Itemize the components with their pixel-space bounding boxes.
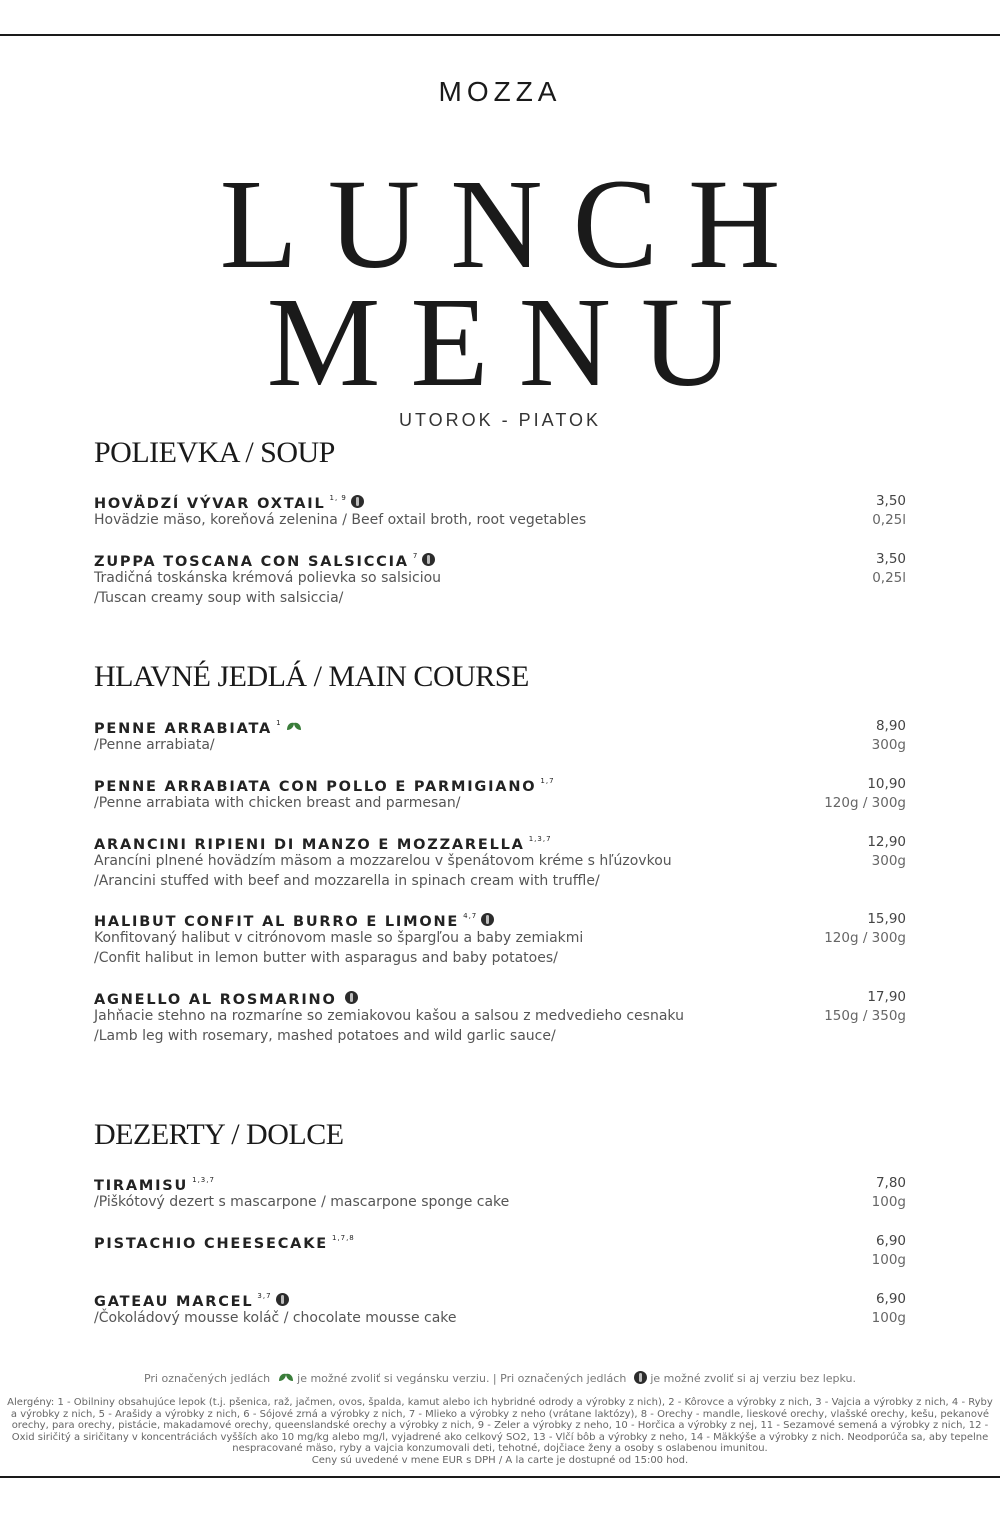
- allergen-codes: 4,7: [463, 912, 478, 920]
- item-amount: 0,25l: [872, 512, 906, 528]
- item-description: /Penne arrabiata/: [94, 737, 215, 753]
- gluten-free-icon: [422, 553, 435, 566]
- item-description: /Čokoládový mousse koláč / chocolate mousse cake: [94, 1310, 457, 1326]
- item-amount: 150g / 350g: [824, 1008, 906, 1024]
- allergen-codes: 1,7,8: [331, 1234, 355, 1242]
- section-title-dessert: DEZERTY / DOLCE: [94, 1118, 344, 1151]
- item-amount: 300g: [871, 737, 906, 753]
- item-amount: 120g / 300g: [824, 930, 906, 946]
- section-title-main: HLAVNÉ JEDLÁ / MAIN COURSE: [94, 660, 529, 693]
- menu-item: [94, 715, 906, 755]
- item-price: 8,90: [875, 718, 906, 734]
- item-description-en: /Confit halibut in lemon butter with asparagus and baby potatoes/: [94, 950, 558, 966]
- item-price: 17,90: [867, 989, 906, 1005]
- item-amount: 0,25l: [872, 570, 906, 586]
- item-description: Konfitovaný halibut v citrónovom masle so špargľou a baby zemiakmi: [94, 930, 584, 946]
- item-name: HOVÄDZÍ VÝVAR OXTAIL: [94, 495, 326, 512]
- item-description-en: /Lamb leg with rosemary, mashed potatoes and wild garlic sauce/: [94, 1028, 556, 1044]
- item-price: 7,80: [875, 1175, 906, 1191]
- item-description: Jahňacie stehno na rozmaríne so zemiakovou kašou a salsou z medvedieho cesnaku: [94, 1008, 684, 1024]
- item-price: 3,50: [875, 493, 906, 509]
- item-description: Arancíni plnené hovädzím mäsom a mozzarelou v špenátovom kréme s hľúzovkou: [94, 853, 672, 869]
- item-name: PENNE ARRABIATA CON POLLO E PARMIGIANO: [94, 778, 537, 795]
- allergen-codes: 1, 9: [329, 494, 347, 502]
- item-description: Tradičná toskánska krémová polievka so salsiciou: [94, 570, 442, 586]
- bottom-rule: [0, 1476, 1000, 1478]
- footnote-text-2: je možné zvoliť si vegánsku verziu. | Pri označených jedlách: [297, 1372, 627, 1385]
- allergen-legend: [6, 1397, 994, 1466]
- item-price: 3,50: [875, 551, 906, 567]
- item-description: /Piškótový dezert s mascarpone / mascarpone sponge cake: [94, 1194, 510, 1210]
- item-name: HALIBUT CONFIT AL BURRO E LIMONE: [94, 913, 460, 930]
- prices-note: Ceny sú uvedené v mene EUR s DPH / A la carte je dostupné od 15:00 hod.: [311, 1454, 689, 1466]
- gluten-free-icon: [345, 991, 358, 1004]
- item-price: 6,90: [875, 1291, 906, 1307]
- footnote-text-1: Pri označených jedlách: [143, 1372, 271, 1385]
- hero-title-line1: LUNCH: [219, 153, 811, 295]
- gluten-free-icon: [351, 495, 364, 508]
- item-name: ARANCINI RIPIENI DI MANZO E MOZZARELLA: [94, 836, 525, 853]
- dietary-footnote: [0, 1372, 1000, 1386]
- allergen-codes: 1,3,7: [528, 835, 552, 843]
- item-amount: 300g: [871, 853, 906, 869]
- item-amount: 100g: [871, 1310, 906, 1326]
- item-description: Hovädzie mäso, koreňová zelenina / Beef oxtail broth, root vegetables: [94, 512, 587, 528]
- item-description: /Penne arrabiata with chicken breast and parmesan/: [94, 795, 461, 811]
- menu-item: [94, 773, 906, 813]
- menu-item: [94, 548, 906, 608]
- item-price: 15,90: [867, 911, 906, 927]
- gluten-free-icon: [634, 1371, 647, 1384]
- menu-item: [94, 908, 906, 968]
- item-name: PISTACHIO CHEESECAKE: [94, 1235, 328, 1252]
- menu-item: [94, 490, 906, 530]
- allergen-codes: 1,3,7: [192, 1176, 215, 1184]
- item-price: 10,90: [867, 776, 906, 792]
- menu-item: [94, 1172, 906, 1212]
- menu-item: [94, 986, 906, 1046]
- top-rule: [0, 34, 1000, 36]
- item-price: 6,90: [875, 1233, 906, 1249]
- item-name: AGNELLO AL ROSMARINO: [94, 991, 337, 1008]
- section-title-soup: POLIEVKA / SOUP: [94, 436, 335, 469]
- item-amount: 100g: [871, 1252, 906, 1268]
- menu-item: [94, 1288, 906, 1328]
- menu-item: [94, 1230, 906, 1268]
- vegan-leaf-icon: [278, 1372, 294, 1383]
- allergen-codes: 1,7: [540, 777, 555, 785]
- item-amount: 100g: [871, 1194, 906, 1210]
- item-description-en: /Tuscan creamy soup with salsiccia/: [94, 590, 344, 606]
- hero-title-line2: MENU: [266, 271, 764, 413]
- item-description-en: /Arancini stuffed with beef and mozzarella in spinach cream with truffle/: [94, 873, 600, 889]
- gluten-free-icon: [276, 1293, 289, 1306]
- allergen-list: Alergény: 1 - Obilniny obsahujúce lepok (t.j. pšenica, raž, jačmen, ovos, špalda, kamut alebo ich hybridné odrody a výrobky z nich), 2 - Kôrovce a výrobky z nich, 3 - Vajcia a výrobky z nich, 4 - Ryby a výrobky z nich, 5 - Arašidy a výrobky z nich, 6 - Sójové zrná a výrobky z nich, 7 - Mlieko a výrobky z neho (vrátane laktózy), 8 - Orechy - mandle, lieskové orechy, vlašské orechy, kešu, pekanové orechy, para orechy, pistácie, makadamové orechy, queenslandské orechy a výrobky z nich, 9 - Zeler a výrobky z neho, 10 - Horčica a výrobky z nej, 11 - Sezamové semená a výrobky z nich, 12 - Oxid siričitý a siričitany v koncentráciách vyšších ako 10 mg/kg alebo mg/l, vyjadrené ako celkový SO2, 13 - Vlčí bôb a výrobky z neho, 14 - Mäkkýše a výrobky z nich. Neodporúča sa, aby tepelne nespracované mäso, ryby a vajcia konzumovali deti, tehotné, dojčiace ženy a osoby s oslabenou imunitou.: [7, 1397, 993, 1454]
- item-name: PENNE ARRABIATA: [94, 720, 273, 737]
- allergen-codes: 3,7: [257, 1292, 272, 1300]
- days-subtitle: UTOROK - PIATOK: [398, 410, 602, 430]
- item-name: ZUPPA TOSCANA CON SALSICCIA: [94, 553, 409, 570]
- footnote-text-3: je možné zvoliť si aj verziu bez lepku.: [650, 1372, 857, 1385]
- allergen-codes: 1: [276, 719, 282, 727]
- item-amount: 120g / 300g: [824, 795, 906, 811]
- item-price: 12,90: [867, 834, 906, 850]
- item-name: TIRAMISU: [94, 1177, 189, 1194]
- brand-name: MOZZA: [438, 76, 562, 107]
- menu-item: [94, 831, 906, 891]
- vegan-leaf-icon: [286, 721, 302, 732]
- gluten-free-icon: [481, 913, 494, 926]
- item-name: GATEAU MARCEL: [94, 1293, 254, 1310]
- allergen-codes: 7: [412, 552, 419, 560]
